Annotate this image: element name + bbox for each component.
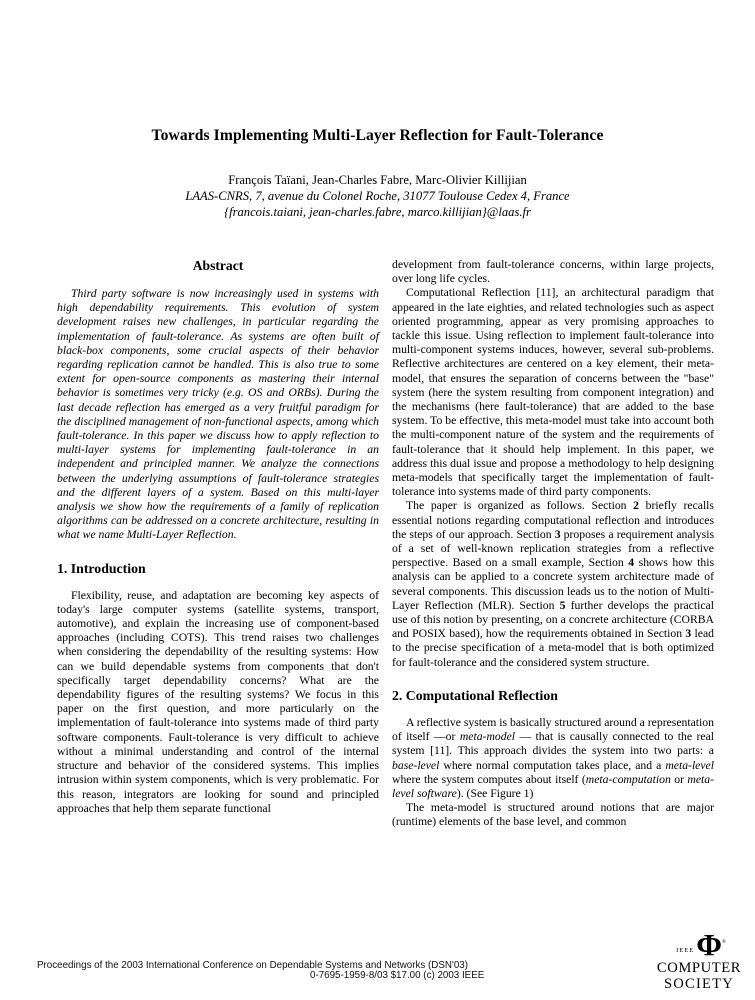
body-paragraph: The meta-model is structured around notions that are major (runtime) elements of the base level, and common bbox=[392, 801, 714, 829]
logo-word-computer: COMPUTER bbox=[656, 959, 742, 976]
body-paragraph: A reflective system is basically structured around a representation of itself —or meta-model — that is causally connected to the real system [11]. This approach divides the system into two parts: a base-level where normal computation takes place, and a meta-level where the system computes about itself (meta-computation or meta-level software). (See Figure 1) bbox=[392, 715, 715, 800]
paper-title: Towards Implementing Multi-Layer Reflection for Fault-Tolerance bbox=[151, 127, 604, 144]
right-column bbox=[392, 258, 714, 830]
introduction-paragraph: Flexibility, reuse, and adaptation are becoming key aspects of today's large computer systems (satellite systems, transport, automotive), and explain the increasing use of component-based approaches (including COTS). This trend raises two challenges when considering the dependability of the resulting systems: How can we build dependable systems from components that don't specifically target dependability concerns? What are the dependability figures of the resulting systems? We focus in this paper on the first question, and more particularly on the implementation of fault-tolerance into systems made of third party software components. Fault-tolerance is very difficult to achieve without a minimal understanding and control of the internal structure and behavior of the considered systems. This implies intrusion within system components, which is very problematic. For this reason, integrators are looking for sound and principled approaches that help them separate functional bbox=[57, 588, 379, 815]
author-emails: {francois.taiani, jean-charles.fabre, marco.killijian}@laas.fr bbox=[224, 205, 531, 219]
copyright-footer-line: 0-7695-1959-8/03 $17.00 (c) 2003 IEEE bbox=[310, 970, 485, 981]
ieee-label: IEEE bbox=[676, 946, 695, 954]
two-column-body bbox=[0, 258, 755, 830]
registered-mark: ® bbox=[722, 939, 726, 945]
logo-emblem-row bbox=[648, 926, 750, 962]
body-paragraph: development from fault-tolerance concerns, within large projects, over long life cycles. bbox=[392, 258, 714, 286]
proceedings-footer-line: Proceedings of the 2003 International Conference on Dependable Systems and Networks (DSN'03) bbox=[37, 960, 469, 971]
section-1-heading: 1. Introduction bbox=[57, 560, 146, 576]
phi-emblem-icon: Φ ® bbox=[696, 926, 726, 962]
logo-word-society: SOCIETY bbox=[663, 976, 735, 993]
author-names: François Taïani, Jean-Charles Fabre, Marc-Olivier Killijian bbox=[228, 173, 527, 187]
body-paragraph: The paper is organized as follows. Section 2 briefly recalls essential notions regarding computational reflection and introduces the steps of our approach. Section 3 proposes a requirement analysis of a set of well-known replication strategies from a reflective perspective. Based on a small example, Section 4 shows how this analysis can be applied to a concrete system architecture made of several components. This discussion leads us to the notion of Multi-Layer Reflection (MLR). Section 5 further develops the practical use of this notion by presenting, on a concrete architecture (CORBA and POSIX based), how the requirements obtained in Section 3 lead to the precise specification of a meta-model that is both optimized for fault-tolerance and the considered system structure. bbox=[392, 499, 714, 669]
abstract-paragraph: Third party software is now increasingly used in systems with high dependability requirements. This evolution of system development raises new challenges, in particular regarding the implementation of fault-tolerance. As systems are often built of black-box components, some crucial aspects of their behavior regarding replication cannot be handled. This is also true to some extent for open-source components as mastering their internal behavior is sometimes very tricky (e.g. OS and ORBs). During the last decade reflection has emerged as a very fruitful paradigm for the disciplined management of non-functional aspects, among which fault-tolerance. In this paper we discuss how to apply reflection to multi-layer systems for implementing fault-tolerance in an independent and principled manner. We analyze the connections between the underlying assumptions of fault-tolerance strategies and the different layers of a system. Based on this multi-layer analysis we show how the requirements of a family of replication algorithms can be addressed on a concrete architecture, resulting in what we name Multi-Layer Reflection. bbox=[57, 287, 379, 542]
abstract-heading: Abstract bbox=[192, 258, 244, 273]
ieee-computer-society-logo bbox=[648, 926, 750, 993]
body-paragraph: Computational Reflection [11], an architectural paradigm that appeared in the late eighties, and related technologies such as aspect oriented programming, appear as very promising approaches to tackle this issue. Using reflection to implement fault-tolerance into multi-component systems induces, however, several sub-problems. Reflective architectures are centered on a key element, their meta-model, that ensures the separation of concerns between the "base" system (here the system resulting from component integration) and the mechanisms (here fault-tolerance) that are added to the base system. To be effective, this meta-model must take into account both the multi-component nature of the system and the requirements of fault-tolerance that it should help implement. In this paper, we address this dual issue and propose a methodology to help designing meta-models that specifically target the implementation of fault-tolerance into systems made of third party components. bbox=[392, 286, 714, 499]
left-column bbox=[57, 258, 379, 830]
author-affiliation: LAAS-CNRS, 7, avenue du Colonel Roche, 31077 Toulouse Cedex 4, France bbox=[185, 189, 570, 203]
section-2-heading: 2. Computational Reflection bbox=[392, 687, 558, 703]
paper-header bbox=[0, 0, 755, 220]
